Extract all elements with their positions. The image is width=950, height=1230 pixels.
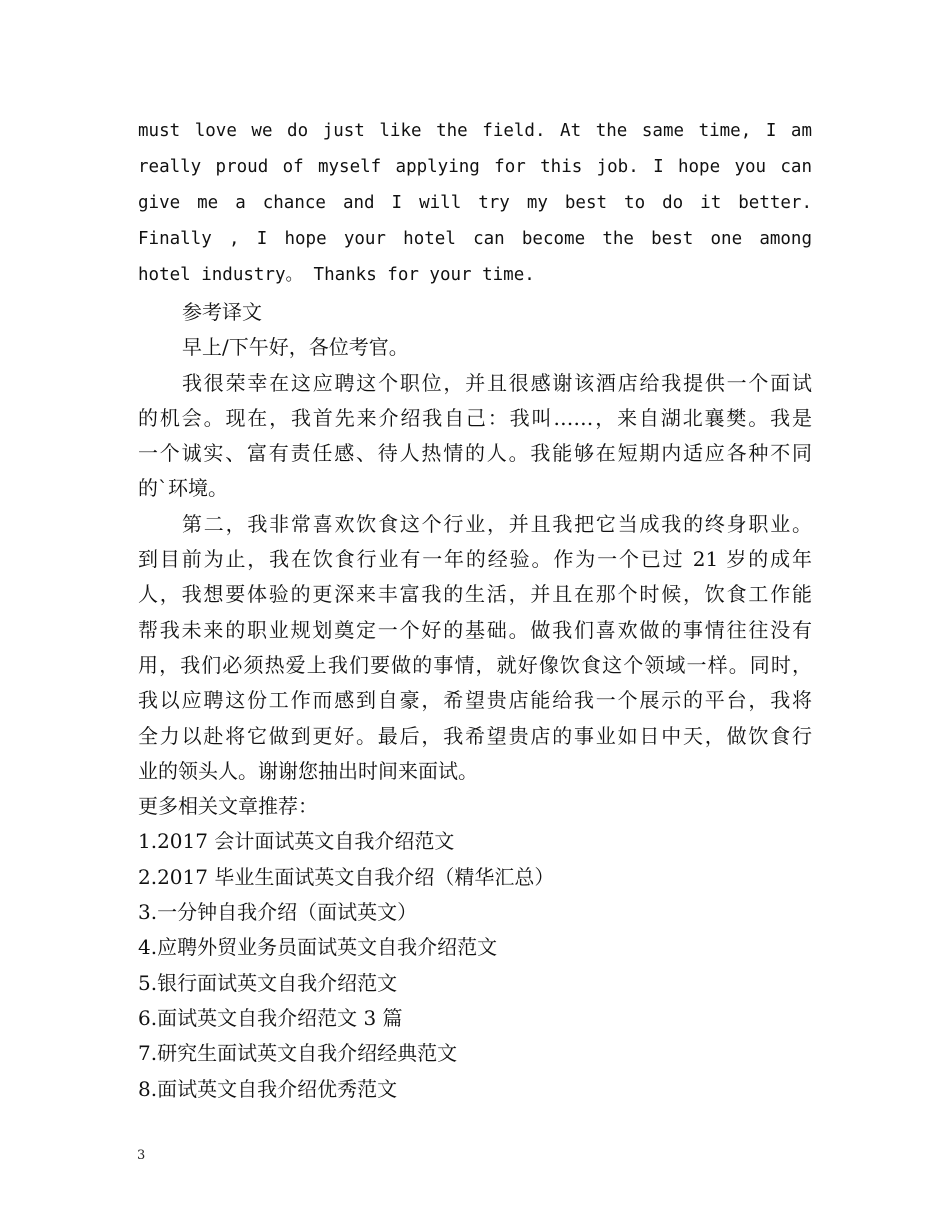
paragraph-line: 全力以赴将它做到更好。最后，我希望贵店的事业如日中天，做饮食行 — [138, 723, 812, 748]
translation-greeting: 早上/下午好，各位考官。 — [182, 335, 409, 360]
page-number: 3 — [137, 1148, 146, 1163]
paragraph-line: 用，我们必须热爱上我们要做的事情，就好像饮食这个领域一样。同时， — [138, 652, 812, 677]
paragraph-line: 帮我未来的职业规划奠定一个好的基础。做我们喜欢做的事情往往没有 — [138, 617, 812, 642]
related-list — [138, 824, 812, 1106]
paragraph-line: 我很荣幸在这应聘这个职位，并且很感谢该酒店给我提供一个面试 — [182, 370, 812, 395]
paragraph-line: 的机会。现在，我首先来介绍我自己：我叫……，来自湖北襄樊。我是 — [138, 405, 812, 430]
related-link[interactable]: 3.一分钟自我介绍（面试英文） — [138, 900, 418, 925]
paragraph-line: 到目前为止，我在饮食行业有一年的经验。作为一个已过 21 岁的成年 — [138, 547, 812, 572]
english-line: really proud of myself applying for this job. I hope you can — [138, 157, 812, 177]
translation-section — [138, 295, 812, 1107]
paragraph-line: 第二，我非常喜欢饮食这个行业，并且我把它当成我的终身职业。 — [182, 511, 812, 536]
paragraph-line: 业的领头人。谢谢您抽出时间来面试。 — [138, 758, 478, 783]
related-link[interactable]: 1.2017 会计面试英文自我介绍范文 — [138, 829, 455, 854]
english-line: must love we do just like the field. At the same time, I am — [138, 121, 812, 141]
paragraph-line: 人，我想要体验的更深来丰富我的生活，并且在那个时候，饮食工作能 — [138, 582, 812, 607]
related-link[interactable]: 2.2017 毕业生面试英文自我介绍（精华汇总） — [138, 864, 555, 889]
related-link[interactable]: 8.面试英文自我介绍优秀范文 — [138, 1076, 398, 1101]
english-line: give me a chance and I will try my best to do it better. — [138, 193, 812, 213]
related-link[interactable]: 4.应聘外贸业务员面试英文自我介绍范文 — [138, 935, 498, 960]
paragraph-line: 我以应聘这份工作而感到自豪，希望贵店能给我一个展示的平台，我将 — [138, 688, 812, 713]
related-link[interactable]: 5.银行面试英文自我介绍范文 — [138, 970, 398, 995]
paragraph-line: 一个诚实、富有责任感、待人热情的人。我能够在短期内适应各种不同 — [138, 441, 812, 466]
related-heading: 更多相关文章推荐： — [138, 794, 318, 819]
related-link[interactable]: 7.研究生面试英文自我介绍经典范文 — [138, 1041, 458, 1066]
english-paragraph — [138, 113, 812, 293]
translation-heading: 参考译文 — [182, 300, 262, 324]
paragraph-line: 的`环境。 — [138, 476, 228, 501]
english-line: hotel industry。 Thanks for your time. — [138, 265, 535, 285]
english-line: Finally , I hope your hotel can become the best one among — [138, 229, 812, 249]
related-link[interactable]: 6.面试英文自我介绍范文 3 篇 — [138, 1005, 403, 1030]
